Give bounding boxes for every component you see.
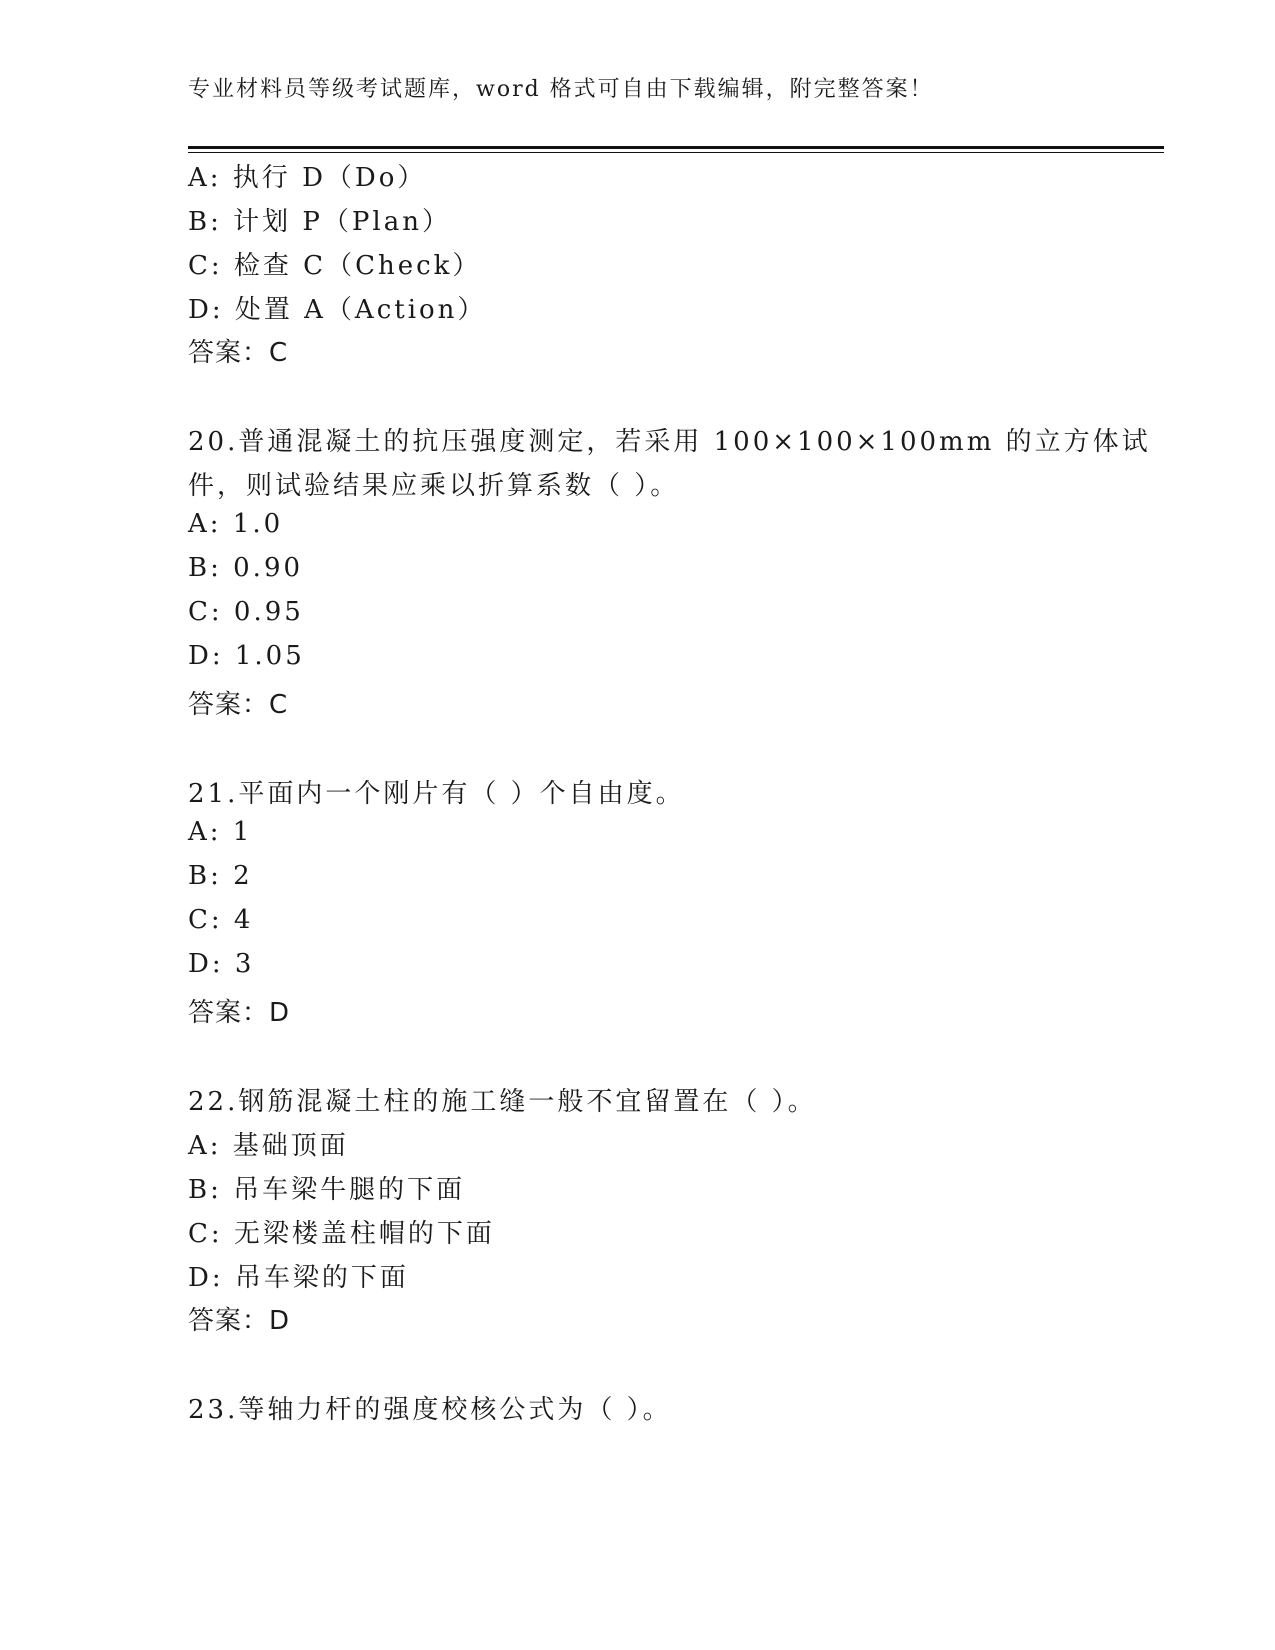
q20-option-d: D: 1.05 <box>188 641 305 671</box>
q19-option-d: D: 处置 A（Action） <box>188 295 487 325</box>
q21-answer: 答案：D <box>188 998 291 1028</box>
q21-option-b: B: 2 <box>188 861 253 891</box>
q21-option-c: C: 4 <box>188 905 254 935</box>
q21-option-d: D: 3 <box>188 949 255 979</box>
page-header: 专业材料员等级考试题库，word 格式可自由下载编辑，附完整答案！ <box>188 77 934 102</box>
q22-option-d: D: 吊车梁的下面 <box>188 1263 409 1293</box>
q21-option-a: A: 1 <box>188 817 253 847</box>
q20-option-a: A: 1.0 <box>188 509 284 539</box>
q22-question: 22.钢筋混凝土柱的施工缝一般不宜留置在（ ）。 <box>188 1087 817 1117</box>
q22-option-c: C: 无梁楼盖柱帽的下面 <box>188 1219 495 1249</box>
q20-option-b: B: 0.90 <box>188 553 304 583</box>
q20-answer: 答案：C <box>188 690 289 720</box>
q20-option-c: C: 0.95 <box>188 597 304 627</box>
q20-question-line2: 件，则试验结果应乘以折算系数（ ）。 <box>188 471 680 501</box>
header-rule-thick <box>188 146 1164 149</box>
q19-option-a: A: 执行 D（Do） <box>188 163 427 193</box>
q22-answer: 答案：D <box>188 1306 291 1336</box>
q22-option-a: A: 基础顶面 <box>188 1131 349 1161</box>
q21-question: 21.平面内一个刚片有（ ）个自由度。 <box>188 779 685 809</box>
q19-option-b: B: 计划 P（Plan） <box>188 207 451 237</box>
header-rule-thin <box>188 152 1164 153</box>
q19-option-c: C: 检查 C（Check） <box>188 251 482 281</box>
q19-answer: 答案：C <box>188 338 289 368</box>
q20-question-line1: 20.普通混凝土的抗压强度测定，若采用 100×100×100mm 的立方体试 <box>188 427 1151 457</box>
q23-question: 23.等轴力杆的强度校核公式为（ ）。 <box>188 1395 672 1425</box>
q22-option-b: B: 吊车梁牛腿的下面 <box>188 1175 466 1205</box>
